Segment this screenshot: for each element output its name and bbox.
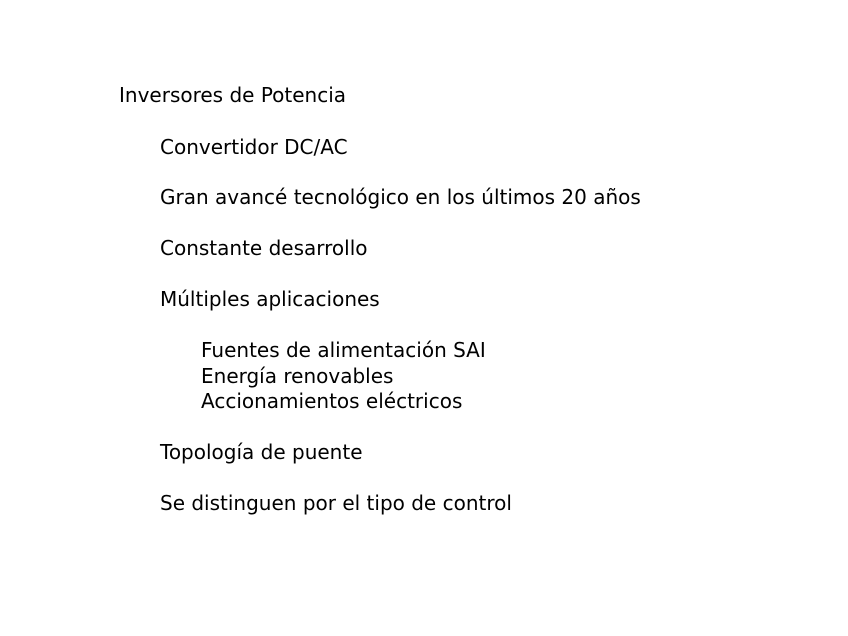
bullet-item: Se distinguen por el tipo de control — [160, 491, 512, 515]
sub-bullet-item: Accionamientos eléctricos — [201, 389, 463, 413]
sub-bullet-item: Energía renovables — [201, 364, 394, 388]
bullet-item: Topología de puente — [160, 440, 363, 464]
sub-bullet-item: Fuentes de alimentación SAI — [201, 338, 486, 362]
bullet-item: Convertidor DC/AC — [160, 135, 348, 159]
bullet-item: Múltiples aplicaciones — [160, 287, 380, 311]
bullet-item: Gran avancé tecnológico en los últimos 20 años — [160, 185, 641, 209]
slide-title: Inversores de Potencia — [119, 83, 347, 107]
bullet-item: Constante desarrollo — [160, 236, 368, 260]
